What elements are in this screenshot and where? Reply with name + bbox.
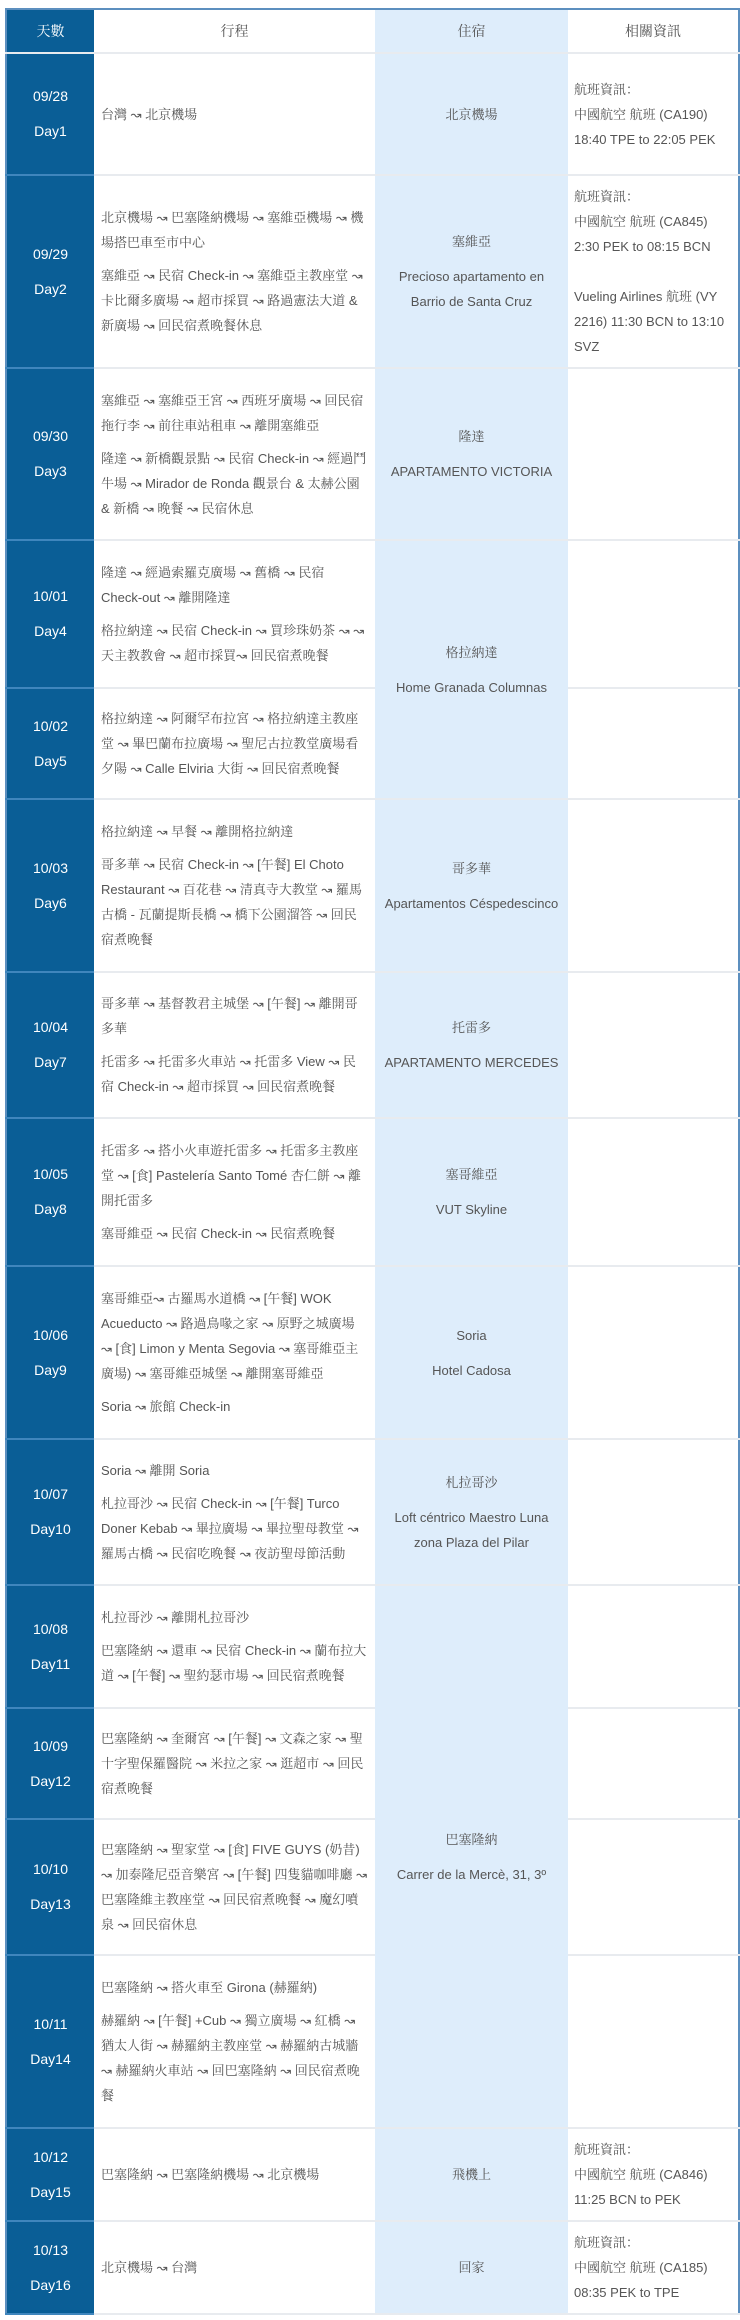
lodging-text: Carrer de la Mercè, 31, 3º [396,1866,547,1882]
day-cell [6,1955,94,2128]
table-row [6,972,739,1118]
itinerary-text: 塞哥維亞↝ 古羅馬水道橋 ↝ [午餐] WOK Acueducto ↝ 路過鳥喙之家 ↝ 原野之城廣場 ↝ [食] Limon y Menta Segovia ↝ 塞哥維亞主廣場) ↝ 塞哥維亞城堡 ↝ 離開塞哥維亞 [101,1291,359,1381]
itinerary-text: 格拉納達 ↝ 民宿 Check-in ↝ 買珍珠奶茶 ↝ ↝ 天主教教會 ↝ 超市採買↝ 回民宿煮晚餐 [101,623,365,663]
itinerary-cell [94,972,375,1118]
info-cell [568,53,739,175]
day-label: Day14 [30,2050,71,2067]
table-row [6,53,739,175]
date-label: 10/02 [32,717,69,734]
info-cell [568,688,739,799]
date-label: 10/05 [32,1166,69,1182]
header-lodging: 住宿 [375,9,568,53]
lodging-cell [375,1439,568,1585]
header-info: 相關資訊 [568,9,739,53]
table-row [6,368,739,540]
lodging-cell [375,1585,568,2128]
lodging-text: 哥多華 [451,860,491,876]
day-label: Day9 [34,1361,67,1378]
itinerary-text: 北京機場 ↝ 台灣 [101,2260,198,2275]
info-cell [568,368,739,540]
itinerary-cell [94,1585,375,1708]
date-label: 10/07 [32,1486,69,1502]
itinerary-cell [94,799,375,972]
date-label: 10/10 [32,1861,69,1877]
table-row [6,1585,739,1708]
day-cell [6,53,94,175]
day-cell [6,799,94,972]
day-cell [6,1439,94,1585]
info-cell [568,1819,739,1955]
info-text: 11:25 BCN to PEK [574,2192,681,2207]
day-label: Day5 [34,752,67,769]
info-text: Vueling Airlines 航班 (VY 2216) 11:30 BCN to 13:10 SVZ [574,289,725,354]
lodging-cell [375,799,568,972]
itinerary-cell [94,1708,375,1819]
info-cell [568,1955,739,2128]
info-text: 中國航空 航班 (CA190) [574,106,708,122]
lodging-text: 托雷多 [451,1020,491,1035]
date-label: 10/11 [33,2015,68,2032]
lodging-cell [375,2128,568,2221]
itinerary-text: 台灣 ↝ 北京機場 [101,106,198,122]
lodging-text: APARTAMENTO MERCEDES [384,1055,559,1070]
itinerary-text: Soria ↝ 離開 Soria [101,1463,210,1478]
day-cell [6,1585,94,1708]
itinerary-cell [94,1439,375,1585]
day-cell [6,175,94,368]
lodging-text: 塞維亞 [451,234,491,249]
info-cell [568,1118,739,1266]
date-label: 09/30 [32,428,69,444]
table-row [6,2128,739,2221]
lodging-text: 北京機場 [445,106,498,122]
lodging-text: Apartamentos Céspedescinco [384,895,559,911]
date-label: 10/12 [32,2148,69,2165]
itinerary-cell [94,53,375,175]
itinerary-text: 塞維亞 ↝ 塞維亞王宮 ↝ 西班牙廣場 ↝ 回民宿拖行李 ↝ 前往車站租車 ↝ 離開塞維亞 [101,392,364,433]
lodging-text: 隆達 [458,429,485,444]
date-label: 10/13 [32,2241,69,2258]
info-text: 中國航空 航班 (CA185) [574,2260,708,2275]
date-label: 10/04 [32,1019,69,1035]
day-label: Day3 [34,463,67,479]
date-label: 09/29 [32,245,69,262]
info-text: 中國航空 航班 (CA846) [574,2167,708,2182]
info-text: 08:35 PEK to TPE [574,2285,680,2300]
table-row [6,2221,739,2314]
info-cell [568,2221,739,2314]
itinerary-text: 巴塞隆納 ↝ 聖家堂 ↝ [食] FIVE GUYS (奶昔) ↝ 加泰隆尼亞音樂宮 ↝ [午餐] 四隻貓咖啡廳 ↝ 巴塞隆維主教座堂 ↝ 回民宿煮晚餐 ↝ 魔幻噴泉 ↝ 回民宿休息 [101,1842,367,1932]
itinerary-text: 托雷多 ↝ 托雷多火車站 ↝ 托雷多 View ↝ 民宿 Check-in ↝ 超市採買 ↝ 回民宿煮晚餐 [101,1054,356,1094]
table-row [6,540,739,688]
lodging-cell [375,540,568,799]
day-cell [6,972,94,1118]
info-cell [568,540,739,688]
itinerary-text: 札拉哥沙 ↝ 離開札拉哥沙 [101,1610,250,1625]
day-label: Day4 [34,623,67,639]
date-label: 10/08 [32,1620,69,1637]
lodging-text: VUT Skyline [435,1202,508,1217]
info-text: 航班資訊： [574,2235,640,2250]
info-cell [568,1708,739,1819]
date-label: 09/28 [32,88,69,104]
lodging-text: 格拉納達 [445,644,498,660]
day-label: Day12 [30,1772,71,1789]
itinerary-text: 札拉哥沙 ↝ 民宿 Check-in ↝ [午餐] Turco Doner Kebab ↝ 畢拉廣場 ↝ 畢拉聖母教堂 ↝ 羅馬古橋 ↝ 民宿吃晚餐 ↝ 夜訪聖母節活動 [101,1496,359,1561]
info-text: 2:30 PEK to 08:15 BCN [574,239,711,254]
day-cell [6,1118,94,1266]
itinerary-text: 巴塞隆納 ↝ 巴塞隆納機場 ↝ 北京機場 [101,2167,320,2182]
itinerary-cell [94,1118,375,1266]
itinerary-text: 隆達 ↝ 新橋觀景點 ↝ 民宿 Check-in ↝ 經過鬥牛場 ↝ Mirador de Ronda 觀景台 & 太赫公園 & 新橋 ↝ 晚餐 ↝ 民宿休息 [101,450,367,516]
itinerary-cell [94,1266,375,1439]
lodging-cell [375,1266,568,1439]
day-label: Day13 [30,1896,71,1912]
header-itinerary: 行程 [94,9,375,53]
itinerary-text: Soria ↝ 旅館 Check-in [101,1399,231,1414]
lodging-text: 塞哥維亞 [445,1167,498,1182]
day-label: Day10 [30,1521,71,1537]
itinerary-cell [94,1819,375,1955]
info-cell [568,1585,739,1708]
table-row [6,175,739,368]
lodging-text: 回家 [458,2260,485,2275]
info-text: 18:40 TPE to 22:05 PEK [574,131,716,147]
lodging-text: Home Granada Columnas [395,679,548,695]
info-text: 航班資訊： [574,81,640,97]
itinerary-text: 北京機場 ↝ 巴塞隆納機場 ↝ 塞維亞機場 ↝ 機場搭巴車至市中心 [101,210,364,250]
itinerary-text: 塞維亞 ↝ 民宿 Check-in ↝ 塞維亞主教座堂 ↝ 卡比爾多廣場 ↝ 超市採買 ↝ 路過憲法大道 & 新廣場 ↝ 回民宿煮晚餐休息 [101,268,363,333]
itinerary-text: 赫羅納 ↝ [午餐] +Cub ↝ 獨立廣場 ↝ 紅橋 ↝ 猶太人街 ↝ 赫羅納主教座堂 ↝ 赫羅納古城牆 ↝ 赫羅納火車站 ↝ 回巴塞隆納 ↝ 回民宿煮晚餐 [101,2013,360,2103]
day-cell [6,1266,94,1439]
date-label: 10/09 [32,1737,69,1754]
date-label: 10/03 [32,859,69,876]
day-label: Day6 [34,894,67,911]
day-cell [6,688,94,799]
table-row [6,1439,739,1585]
day-label: Day16 [30,2276,71,2293]
lodging-text: APARTAMENTO VICTORIA [390,464,553,479]
itinerary-text: 哥多華 ↝ 民宿 Check-in ↝ [午餐] El Choto Restaurant ↝ 百花巷 ↝ 清真寺大教堂 ↝ 羅馬古橋 - 瓦蘭提斯長橋 ↝ 橋下公園溜答 ↝ 回民宿煮晚餐 [101,857,362,947]
lodging-cell [375,2221,568,2314]
lodging-cell [375,1118,568,1266]
date-label: 10/06 [32,1326,69,1343]
table-row [6,1266,739,1439]
table-row [6,1955,739,2128]
info-cell [568,2128,739,2221]
day-cell [6,540,94,688]
itinerary-cell [94,2128,375,2221]
itinerary-text: 隆達 ↝ 經過索羅克廣場 ↝ 舊橋 ↝ 民宿 Check-out ↝ 離開隆達 [101,565,325,605]
info-cell [568,972,739,1118]
itinerary-cell [94,368,375,540]
lodging-cell [375,972,568,1118]
day-label: Day7 [34,1054,67,1070]
itinerary-cell [94,688,375,799]
table-row [6,1118,739,1266]
day-cell [6,1708,94,1819]
info-text: 航班資訊： [574,189,640,204]
day-label: Day2 [34,280,67,297]
header-day: 天數 [6,9,94,53]
itinerary-table [5,8,740,2315]
itinerary-text: 格拉納達 ↝ 阿爾罕布拉宮 ↝ 格拉納達主教座堂 ↝ 畢巴蘭布拉廣場 ↝ 聖尼古拉教堂廣場看夕陽 ↝ Calle Elviria 大街 ↝ 回民宿煮晚餐 [101,711,359,776]
lodging-cell [375,368,568,540]
lodging-text: Loft céntrico Maestro Luna zona Plaza del Pilar [394,1509,549,1550]
table-row [6,1708,739,1819]
info-cell [568,1439,739,1585]
day-cell [6,2221,94,2314]
itinerary-text: 托雷多 ↝ 搭小火車遊托雷多 ↝ 托雷多主教座堂 ↝ [食] Pastelería Santo Tomé 杏仁餅 ↝ 離開托雷多 [101,1143,361,1208]
itinerary-text: 格拉納達 ↝ 早餐 ↝ 離開格拉納達 [101,824,294,839]
info-text: 航班資訊： [574,2142,640,2157]
info-cell [568,175,739,368]
lodging-cell [375,175,568,368]
date-label: 10/01 [32,588,69,604]
itinerary-text: 塞哥維亞 ↝ 民宿 Check-in ↝ 民宿煮晚餐 [101,1226,336,1241]
itinerary-text: 巴塞隆納 ↝ 搭火車至 Girona (赫羅納) [101,1980,318,1995]
day-cell [6,2128,94,2221]
lodging-text: 飛機上 [451,2167,491,2182]
itinerary-cell [94,175,375,368]
itinerary-text: 巴塞隆納 ↝ 奎爾宮 ↝ [午餐] ↝ 文森之家 ↝ 聖十字聖保羅醫院 ↝ 米拉之家 ↝ 逛超市 ↝ 回民宿煮晚餐 [101,1731,364,1796]
info-cell [568,799,739,972]
day-cell [6,368,94,540]
itinerary-cell [94,1955,375,2128]
day-cell [6,1819,94,1955]
day-label: Day1 [34,123,67,139]
itinerary-text: 巴塞隆納 ↝ 還車 ↝ 民宿 Check-in ↝ 蘭布拉大道 ↝ [午餐] ↝ 聖約瑟市場 ↝ 回民宿煮晚餐 [101,1643,367,1683]
info-text: 中國航空 航班 (CA845) [574,214,708,229]
itinerary-cell [94,540,375,688]
table-row [6,799,739,972]
lodging-cell [375,53,568,175]
lodging-text: 巴塞隆納 [445,1831,498,1847]
lodging-text: Hotel Cadosa [432,1362,511,1378]
lodging-text: Precioso apartamento en Barrio de Santa Cruz [398,269,545,309]
lodging-text: 札拉哥沙 [445,1474,498,1490]
day-label: Day15 [30,2183,71,2200]
lodging-text: Soria [456,1327,487,1343]
table-row [6,1819,739,1955]
info-cell [568,1266,739,1439]
day-label: Day11 [30,1655,71,1672]
itinerary-text: 哥多華 ↝ 基督教君主城堡 ↝ [午餐] ↝ 離開哥多華 [101,996,358,1036]
table-row [6,688,739,799]
day-label: Day8 [34,1201,67,1217]
itinerary-cell [94,2221,375,2314]
table-header-row [6,9,739,53]
